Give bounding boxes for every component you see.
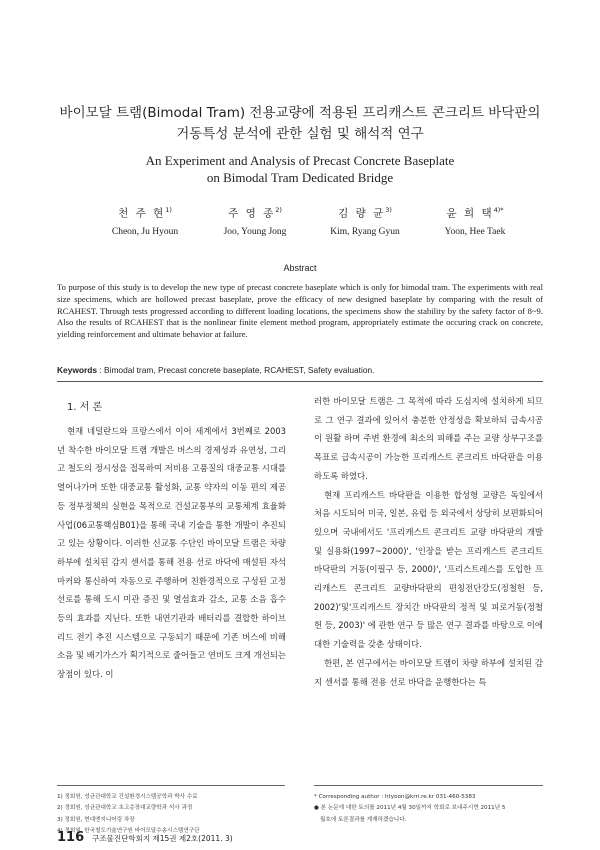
korean-title-line-1: 바이모달 트램(Bimodal Tram) 전용교량에 적용된 프리캐스트 콘크리트 바닥판의 <box>59 105 541 121</box>
journal-info: 구조물진단학회지 제15권 제2호(2011. 3) <box>92 834 233 843</box>
author-1-korean-name: 천 주 현 <box>118 207 166 220</box>
corresponding-author-note: * Corresponding author : htyoon@krri.re.kr 031-460-5383 <box>314 794 476 800</box>
right-paragraph-3: 한편, 본 연구에서는 바이모달 트램이 차량 하부에 설치된 감지 센서를 통해 전용 선로 바닥을 운행한다는 특 <box>314 657 543 687</box>
discussion-note-line-1: ● 본 논문에 대한 토의를 2011년 4월 30일까지 학회로 보내주시면 2011년 5 <box>314 805 506 812</box>
section-divider <box>57 381 543 382</box>
author-2-korean-name: 주 영 종 <box>228 207 276 220</box>
page-footer <box>57 830 233 850</box>
author-2-affiliation-mark: 2) <box>275 206 282 214</box>
english-title-line-2: on Bimodal Tram Dedicated Bridge <box>206 170 394 185</box>
author-3-affiliation-mark: 3) <box>385 206 392 214</box>
footnote-2: 2) 정회원, 성균관대학교 초고층장대교량학과 석사 과정 <box>57 805 193 812</box>
korean-title-line-2: 거동특성 분석에 관한 실험 및 해석적 연구 <box>176 126 424 142</box>
left-column <box>57 390 286 684</box>
keywords-line <box>57 365 543 375</box>
footnote-3: 3) 정회원, 현대엔지니어링 차장 <box>57 816 135 823</box>
author-1 <box>95 203 195 239</box>
author-3-korean-name: 김 량 균 <box>338 207 386 220</box>
right-column <box>314 392 543 691</box>
abstract-heading: Abstract <box>283 263 317 273</box>
author-2-english-name: Joo, Young Jong <box>223 226 287 237</box>
footnotes-right <box>314 792 544 826</box>
english-title-line-1: An Experiment and Analysis of Precast Concrete Baseplate <box>145 153 455 168</box>
author-1-affiliation-mark: 1) <box>165 206 172 214</box>
abstract-text: To purpose of this study is to develop the new type of precast concrete baseplate which is only for bimodal tram. The experiments with real size specimens, which are hollowed precast baseplate, prove the efficacy of new designed baseplate by comparing with the result of RCAHEST. Through tests progressed according to different loading locations, the specimens show the stability by the safety factor of 8~9. Also the results of RCAHEST that is the nonlinear finite element method program, appropriately estimate the occuring crack on concrete, yielding reinforcement and ultimate behavior at failure. <box>57 282 543 340</box>
author-4-english-name: Yoon, Hee Taek <box>444 226 506 237</box>
english-title <box>40 152 560 186</box>
author-4-affiliation-mark: 4)* <box>493 206 504 214</box>
author-2 <box>205 203 305 239</box>
keywords-text: : Bimodal tram, Precast concrete baseplate, RCAHEST, Safety evaluation. <box>99 365 375 375</box>
footnote-1: 1) 정회원, 성균관대학교 건설환경시스템공학과 박사 수료 <box>57 794 198 800</box>
discussion-note-line-2: 월호에 토론결과를 게재하겠습니다. <box>320 816 407 823</box>
korean-title <box>40 103 560 145</box>
footnote-rule-right <box>314 785 543 786</box>
author-3 <box>315 203 415 239</box>
right-paragraph-1: 러한 바이모달 트램은 그 목적에 따라 도심지에 설치하게 되므로 그 연구 결과에 있어서 충분한 안정성을 확보하되 급속시공이 원활 하며 주변 환경에 최소의 피해를 주는 교량 상부구조를 목표로 급속시공이 가능한 프리캐스트 콘크리트 바닥판을 이용하도록 하였다. <box>314 396 543 481</box>
author-3-english-name: Kim, Ryang Gyun <box>330 226 400 237</box>
author-1-english-name: Cheon, Ju Hyoun <box>111 226 179 237</box>
section-heading: 1. 서 론 <box>67 402 103 413</box>
right-paragraph-2: 현재 프리캐스트 바닥판을 이용한 합성형 교량은 독일에서 처음 시도되어 미국, 일본, 유럽 등 외국에서 상당히 보편화되어 있으며 국내에서도 '프리캐스트 콘크리트 교량 바닥판의 개발 및 실용화(1997~2000)', '인장을 받는 프리캐스트 콘크리트 바닥판의 거동(이필구 등, 2000)', '프리스트레스를 도입한 프리캐스트 콘크리트 교량바닥판의 편칭전단강도(정철헌 등, 2002)'및'프리캐스트 장치간 바닥판의 정적 및 피로거동(정철헌 등, 2003)' 에 관한 연구 등 많은 연구 결과를 바탕으로 이에 대한 기술력을 갖춘 상태이다. <box>314 489 543 650</box>
left-paragraph: 현재 네덜란드와 프랑스에서 이어 세계에서 3번째로 2003년 착수한 바이모달 트램 개발은 버스의 경제성과 유연성, 그리고 철도의 정시성을 접목하여 저비용 고품질의 대중교통 시대를 열어나가며 또한 대중교통 활성화, 교통 약자의 이동 편의 제공 등 정부정책의 실현을 목적으로 건설교통부의 교통체계 효율화 사업(06교통핵심B01)을 통해 국내 기술을 통한 개발이 추진되고 있는 상황이다. 이러한 신교통 수단인 바이모달 트램은 차량 하부에 설치된 감지 센서를 통해 전용 선로 바닥에 매설된 자석 마커와 통신하여 자동으로 주행하며 친환경적으로 구성된 고정선로를 통해 도시 미관 증진 및 열섬효과 감소, 교통 소음 흡수 등의 효과를 지닌다. 또한 내연기관과 배터리를 결합한 하이브리드 전기 추진 시스템으로 구동되기 때문에 기존 버스에 비해 소음 및 배기가스가 획기적으로 줄어들고 연비도 크게 개선되는 장점이 있다. 이 <box>57 426 286 680</box>
author-list <box>95 203 525 239</box>
author-4 <box>425 203 525 239</box>
page-number: 116 <box>57 830 85 845</box>
keywords-label: Keywords <box>57 365 98 375</box>
footnote-4: 4) 정회원, 한국철도기술연구원 바이모달수송시스템연구단 <box>57 827 200 834</box>
footnote-rule-left <box>57 785 285 786</box>
author-4-korean-name: 윤 희 택 <box>446 207 494 220</box>
